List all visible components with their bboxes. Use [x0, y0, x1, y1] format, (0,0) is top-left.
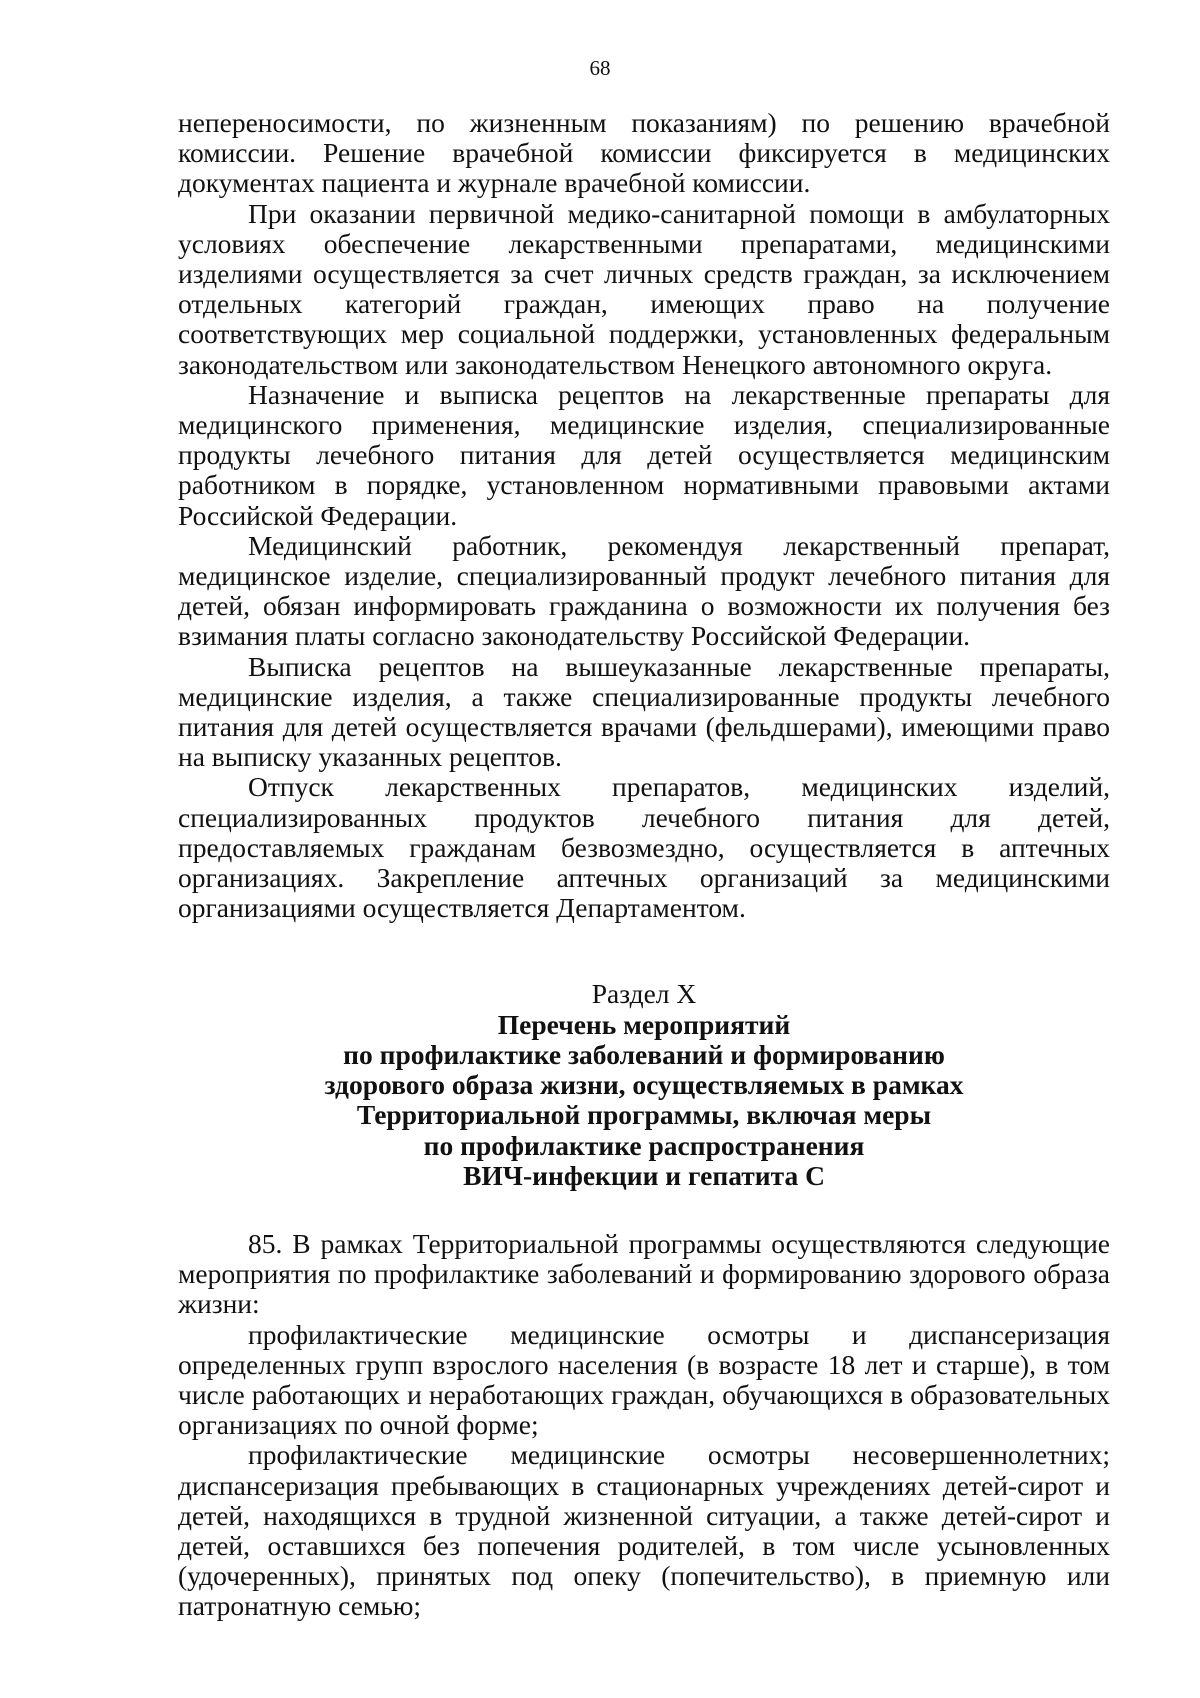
section-title-line: по профилактике распространения [423, 1129, 865, 1161]
paragraphs-bottom [178, 1229, 1110, 1622]
paragraph: Назначение и выписка рецептов на лекарственные препараты для медицинского применения, медицинские изделия, специализированные продукты лечебного питания для детей осуществляется медицинским работником в порядке, установленном нормативными правовыми актами Российской Федерации. [178, 378, 1110, 531]
section-title-line: Территориальной программы, включая меры [356, 1099, 932, 1131]
paragraph: При оказании первичной медико-санитарной помощи в амбулаторных условиях обеспечение лекарственными препаратами, медицинскими изделиями осуществляется за счет личных средств граждан, за исключением отдельных категорий граждан, имеющих право на получение соответствующих мер социальной поддержки, установленных федеральным законодательством или законодательством Ненецкого автономного округа. [178, 197, 1110, 380]
section-heading [178, 979, 1110, 1190]
paragraph: Отпуск лекарственных препаратов, медицинских изделий, специализированных продуктов лечебного питания для детей, предоставляемых гражданам безвозмездно, осуществляется в аптечных организациях. Закрепление аптечных организаций за медицинскими организациями осуществляется Департаментом. [178, 771, 1110, 924]
section-label: Раздел X [591, 978, 697, 1010]
section-title-line: Перечень мероприятий [497, 1008, 791, 1040]
section-title-line: по профилактике заболеваний и формированию [343, 1038, 945, 1070]
section-title [178, 1010, 1110, 1191]
paragraph: 85. В рамках Территориальной программы осуществляются следующие мероприятия по профилактике заболеваний и формированию здорового образа жизни: [178, 1227, 1110, 1320]
section-title-line: ВИЧ-инфекции и гепатита С [463, 1159, 825, 1191]
paragraph: Медицинский работник, рекомендуя лекарственный препарат, медицинское изделие, специализированный продукт лечебного питания для детей, обязан информировать гражданина о возможности их получения без взимания платы согласно законодательству Российской Федерации. [178, 529, 1110, 652]
paragraphs-top [178, 108, 1110, 923]
paragraph: Выписка рецептов на вышеуказанные лекарственные препараты, медицинские изделия, а также специализированные продукты лечебного питания для детей осуществляется врачами (фельдшерами), имеющими право на выписку указанных рецептов. [178, 650, 1110, 773]
paragraph: профилактические медицинские осмотры несовершеннолетних; диспансеризация пребывающих в стационарных учреждениях детей-сирот и детей, находящихся в трудной жизненной ситуации, а также детей-сирот и детей, оставшихся без попечения родителей, в том числе усыновленных (удочеренных), принятых под опеку (попечительство), в приемную или патронатную семью; [178, 1439, 1110, 1622]
paragraph: непереносимости, по жизненным показаниям) по решению врачебной комиссии. Решение врачебной комиссии фиксируется в медицинских документах пациента и журнале врачебной комиссии. [178, 107, 1110, 199]
section-title-line: здорового образа жизни, осуществляемых в рамках [324, 1069, 964, 1101]
document-body [178, 108, 1110, 1622]
paragraph: профилактические медицинские осмотры и диспансеризация определенных групп взрослого населения (в возрасте 18 лет и старше), в том числе работающих и неработающих граждан, обучающихся в образовательных организациях по очной форме; [178, 1318, 1110, 1441]
page-number: 68 [589, 56, 611, 80]
